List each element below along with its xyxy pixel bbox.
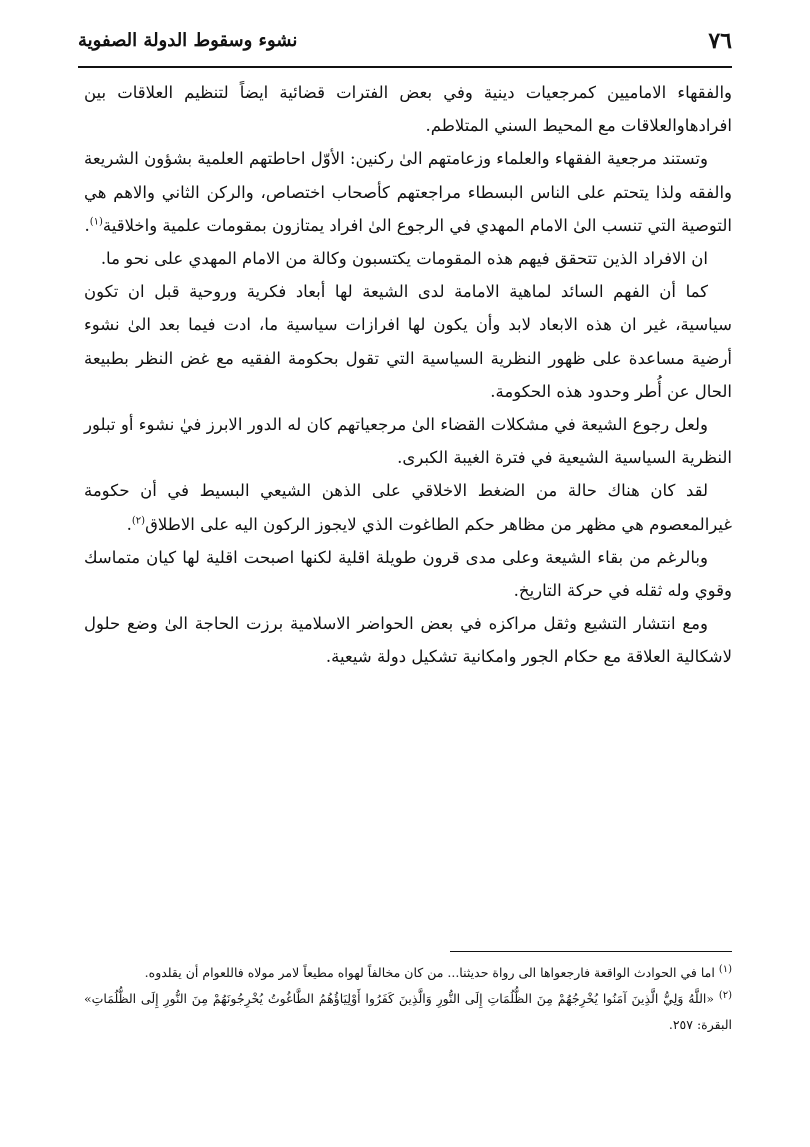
footnotes bbox=[84, 960, 732, 1038]
page-header bbox=[78, 26, 732, 64]
paragraph-2-end: . bbox=[84, 215, 90, 235]
footnote-ref-1: (١) bbox=[89, 216, 103, 228]
footnote-2 bbox=[84, 986, 732, 1038]
paragraph-6-text: لقد كان هناك حالة من الضغط الاخلاقي على الذهن الشيعي البسيط في أن حكومة غيرالمعصوم هي مظهر من مظاهر حكم الطاغوت الذي لايجوز الركون اليه على الاطلاق bbox=[84, 481, 732, 534]
running-title: نشوء وسقوط الدولة الصفوية bbox=[78, 30, 298, 51]
footnote-2-text: «اللَّهُ وَلِيُّ الَّذِينَ آمَنُوا يُخْرِجُهُمْ مِنَ الظُّلُمَاتِ إِلَى النُّورِ وَالَّذِينَ كَفَرُوا أَوْلِيَاؤُهُمُ الطَّاغُوتُ يُخْرِجُونَهُمْ مِنَ النُّورِ إِلَى الظُّلُمَاتِ» البقرة: ٢٥٧. bbox=[84, 991, 732, 1032]
paragraph-3: ان الافراد الذين تتحقق فيهم هذه المقومات يكتسبون وكالة من الامام المهدي على نحو ما. bbox=[100, 249, 708, 269]
paragraph-6 bbox=[84, 474, 732, 540]
paragraph-4: كما أن الفهم السائد لماهية الامامة لدى الشيعة لها أبعاد فكرية وروحية قبل ان تكون سياسية، غير ان هذه الابعاد لابد وأن يكون لها افرازات سياسية ما، ادت فيما بعد الىٰ نشوء أرضية مساعدة على ظهور النظرية السياسية التي تقول بحكومة الفقيه مع غض النظر بطبيعة الحال عن أُطر وحدود هذه الحكومة. bbox=[84, 282, 732, 401]
footnote-2-marker: (٢) bbox=[718, 989, 732, 1001]
paragraph-8: ومع انتشار التشيع وثقل مراكزه في بعض الحواضر الاسلامية برزت الحاجة الىٰ وضع حلول لاشكالية العلاقة مع حكام الجور وامكانية تشكيل دولة شيعية. bbox=[84, 614, 732, 667]
paragraph-2-text: وتستند مرجعية الفقهاء والعلماء وزعامتهم الىٰ ركنين: الأوّل احاطتهم العلمية بشؤون الشريعة والفقه ولذا يتحتم على الناس البسطاء مراجعتهم كأصحاب اختصاص، والركن الثاني والاهم هي التوصية التي تنسب الىٰ الامام المهدي في الرجوع الىٰ افراد يمتازون بمقومات علمية واخلاقية bbox=[84, 149, 732, 235]
paragraph-2 bbox=[84, 142, 732, 242]
footnote-ref-2: (٢) bbox=[131, 515, 146, 527]
footnote-1-marker: (١) bbox=[718, 963, 732, 975]
body-text bbox=[84, 76, 732, 674]
footnote-1 bbox=[84, 960, 732, 986]
paragraph-1: والفقهاء الاماميين كمرجعيات دينية وفي بعض الفترات قضائية ايضاً لتنظيم العلاقات بين افرادهاوالعلاقات مع المحيط السني المتلاطم. bbox=[84, 83, 732, 136]
paragraph-6-end: . bbox=[126, 514, 132, 534]
paragraph-7: وبالرغم من بقاء الشيعة وعلى مدى قرون طويلة اقلية لكنها اصبحت اقلية لها كيان متماسك وقوي وله ثقله في حركة التاريخ. bbox=[84, 547, 732, 601]
footnote-1-text: اما في الحوادث الواقعة فارجعوا‌ها الى رواة حديثنا... من كان مخالفاً لهواه مطيعاً لامر مولاه فاللعوام أن يقلدوه. bbox=[144, 965, 719, 980]
header-rule bbox=[78, 66, 732, 68]
footnote-separator bbox=[450, 951, 732, 952]
paragraph-5: ولعل رجوع الشيعة في مشكلات القضاء الىٰ مرجعياتهم كان له الدور الابرز فيٰ نشوء أو تبلور النظرية السياسية الشيعية في فترة الغيبة الكبرى. bbox=[84, 415, 732, 468]
page-number: ٧٦ bbox=[708, 28, 732, 54]
